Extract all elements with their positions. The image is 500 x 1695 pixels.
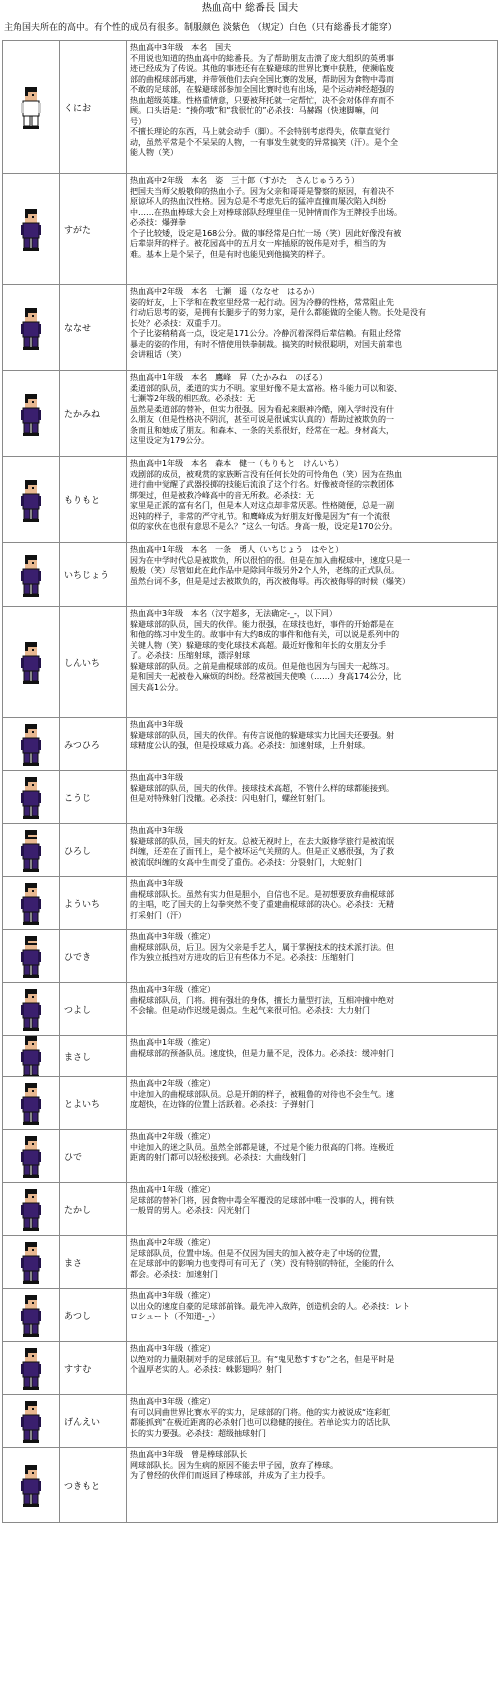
description-line: 家里是正派的富有名门，但是本人对这点却非常厌恶。性格随便，总是一副 bbox=[130, 501, 394, 510]
sprite-cell bbox=[3, 718, 60, 771]
description-line: 行动后思考的姿，是拥有长腿步子的努力家，是什么都能做的全能人物。长处是没有 bbox=[130, 308, 426, 317]
description-line: 中途加入的曲棍球部队员。总是开朗的样子，被粗鲁的对待也不会生气。速 bbox=[130, 1089, 394, 1099]
description-line: 进行曲中觉醒了武器投掷的技能后流浪了这个行名。好像被奇怪的宗教团体 bbox=[130, 480, 394, 489]
member-name: つよし bbox=[60, 983, 127, 1036]
description-line: 动，虽然平常是个不呆呆的人物，一有事发生就变的异常搞笑（汗）。是个全 bbox=[130, 137, 398, 147]
description-line: 作为独立抵挡对方进攻的后卫有些体力不足。必杀技：压缩射门 bbox=[130, 953, 354, 962]
description-line: 都会。必杀技：加速射门 bbox=[130, 1269, 218, 1279]
description-line: 是和国夫一起被卷入麻烦的纠纷。经常被国夫使唤（……）身高174公分，比 bbox=[130, 672, 402, 681]
table-row bbox=[3, 543, 498, 607]
table-row bbox=[3, 174, 498, 285]
description-line: 曲棍球部的预备队员。速度快，但是力量不足，没体力。必杀技：缓冲射门 bbox=[130, 1048, 394, 1058]
sprite-cell bbox=[3, 1183, 60, 1236]
description-line: 热血高中1年级 本名 鷹峰 昇（たかみね のぼる） bbox=[130, 373, 328, 382]
table-row bbox=[3, 771, 498, 824]
sprite-cell bbox=[3, 1236, 60, 1289]
description-line: 般般（笑）尽管如此在此作品中是除同年级另外2个人外，老练的正式队员。 bbox=[130, 566, 400, 575]
character-sprite-icon bbox=[18, 987, 44, 1031]
character-sprite-icon bbox=[18, 1187, 44, 1231]
description-line: 热血高中1年级 本名 森本 健一（もりもと けんいち） bbox=[130, 459, 344, 468]
member-name: すすむ bbox=[60, 1342, 127, 1395]
character-sprite-icon bbox=[18, 775, 44, 819]
description-line: 热血高中3年级（推定） bbox=[130, 932, 216, 941]
member-description bbox=[127, 1395, 498, 1448]
member-description bbox=[127, 543, 498, 607]
description-line: 虽然台词不多，但是是过去被欺负的，再次被侮辱。再次被侮辱的时候（爆笑） bbox=[130, 576, 410, 586]
description-line: 有可以同曲世界比赛水平的实力，足球部的门将。他的实力被说成“连彩虹 bbox=[130, 1407, 391, 1417]
description-line: 热血高中3年级 曾是棒球部队长 bbox=[130, 1450, 248, 1459]
description-line: 姿的好友，上下学和在教室里经常一起行动。因为冷静的性格，常常阻止先 bbox=[130, 297, 394, 307]
sprite-cell bbox=[3, 824, 60, 877]
description-line: ロシュート（不知道-_-） bbox=[130, 1312, 220, 1321]
description-line: 热血高中3年级（推定） bbox=[130, 1291, 216, 1300]
member-name: よういち bbox=[60, 877, 127, 930]
sprite-cell bbox=[3, 41, 60, 174]
description-line: 热血高中3年级（推定） bbox=[130, 1397, 216, 1406]
description-line: 在足球部中的影响力也变得可有可无了（笑）没有特别的特征，全能的什么 bbox=[130, 1259, 394, 1268]
table-row bbox=[3, 877, 498, 930]
table-row bbox=[3, 1236, 498, 1289]
member-description bbox=[127, 285, 498, 371]
table-row bbox=[3, 718, 498, 771]
sprite-cell bbox=[3, 543, 60, 607]
description-line: 热血高中2年级（推定） bbox=[130, 1079, 216, 1088]
table-row bbox=[3, 983, 498, 1036]
member-name: たかみね bbox=[60, 371, 127, 457]
table-row bbox=[3, 285, 498, 371]
description-line: 不敢的足球部，在躲避球部参加全国比赛时也有出场，是个运动神经超强的 bbox=[130, 85, 394, 94]
table-row bbox=[3, 1289, 498, 1342]
description-line: 热血高中3年级（推定） bbox=[130, 1344, 216, 1353]
member-description bbox=[127, 607, 498, 718]
character-sprite-icon bbox=[18, 640, 44, 684]
table-row bbox=[3, 1077, 498, 1130]
description-line: 个子比姿稍稍高一点，设定是171公分。冷静沉着深得后辈信赖。有阻止经常 bbox=[130, 329, 402, 338]
description-line: 躲避球部的队员。之前是曲棍球部的成员。但是他也因为与国夫一起练习。 bbox=[130, 661, 394, 671]
description-line: 热血高中2年级 本名 七瀬 遥（ななせ はるか） bbox=[130, 287, 320, 296]
description-line: 热血超级英雄。性格重情意，只要被拜托就一定帮忙，决不会对体伴弃而不 bbox=[130, 95, 394, 105]
sprite-cell bbox=[3, 877, 60, 930]
member-name: すがた bbox=[60, 174, 127, 285]
description-line: 迟钝的样子，非常的严守礼节。和鹰峰成为好朋友好像是因为“有一个流很 bbox=[130, 511, 391, 521]
character-sprite-icon bbox=[18, 85, 44, 129]
member-description bbox=[127, 877, 498, 930]
description-line: 以绝对的力量限制对手的足球部后卫。有“鬼见愁すすむ”之名，但是平时是 bbox=[130, 1354, 395, 1364]
description-line: 把国夫当师父般敬仰的热血小子。因为父亲和哥哥是警察的原因，有着决不 bbox=[130, 186, 394, 196]
table-row bbox=[3, 371, 498, 457]
description-line: 热血高中3年级（推定） bbox=[130, 985, 216, 994]
member-description bbox=[127, 371, 498, 457]
character-sprite-icon bbox=[18, 722, 44, 766]
description-line: 中……在热血棒球大会上对棒球部队经理里佳一见钟情而作为王牌投手出场。 bbox=[130, 207, 402, 217]
description-line: 能人物（笑） bbox=[130, 148, 178, 157]
member-description bbox=[127, 1289, 498, 1342]
sprite-cell bbox=[3, 285, 60, 371]
description-line: 虽然是柔道部的替补，但实力很强。因为看起来眼神冷酷，刚入学时没有什 bbox=[130, 404, 394, 414]
page-title: 热血高中 総番長 国夫 bbox=[201, 3, 299, 14]
description-line: 但是对特殊射门没辙。必杀技：闪电射门，螺丝钉射门。 bbox=[130, 794, 330, 803]
member-description bbox=[127, 983, 498, 1036]
member-description bbox=[127, 1183, 498, 1236]
table-row bbox=[3, 1183, 498, 1236]
description-line: 关键人物（笑）躲避球的变化球技术高超。最近好像和年长的女朋友分手 bbox=[130, 640, 386, 650]
member-name: しんいち bbox=[60, 607, 127, 718]
member-name: げんえい bbox=[60, 1395, 127, 1448]
description-line: 部的曲棍球部再建，并带领他们去向全国比赛的发展，帮助因为食物中毒而 bbox=[130, 74, 394, 84]
character-sprite-icon bbox=[18, 392, 44, 436]
character-sprite-icon bbox=[18, 1081, 44, 1125]
description-line: 似的家伙在也很有意思不是么？”这么一句话。身高一般，设定是170公分。 bbox=[130, 522, 398, 531]
sprite-cell bbox=[3, 1289, 60, 1342]
description-line: 躲避球部的队员，国夫的伙伴。能力很强，在球技也好，事件的开始都是在 bbox=[130, 619, 394, 629]
description-line: 曲棍球部队长。虽然有实力但是胆小，自信也不足。是初想要放弃曲棍球部 bbox=[130, 889, 394, 899]
member-description bbox=[127, 1342, 498, 1395]
description-line: 躲避球部的队员，国夫的伙伴。有传言说他的躲避球实力比国夫还要强。射 bbox=[130, 730, 394, 740]
sprite-cell bbox=[3, 1342, 60, 1395]
description-line: 以出众的速度自豪的足球部前锋。最先冲入敌阵，创造机会的人。必杀技：レト bbox=[130, 1301, 410, 1311]
member-description bbox=[127, 41, 498, 174]
description-line: 七瀬等2年级的相匹敌。必杀技：无 bbox=[130, 394, 256, 403]
character-sprite-icon bbox=[18, 934, 44, 978]
character-sprite-icon bbox=[18, 1346, 44, 1390]
member-name: とよいち bbox=[60, 1077, 127, 1130]
character-sprite-icon bbox=[18, 478, 44, 522]
description-line: 热血高中1年级（推定） bbox=[130, 1185, 216, 1194]
character-sprite-icon bbox=[18, 1036, 44, 1077]
character-sprite-icon bbox=[18, 828, 44, 872]
description-line: 热血高中3年级 bbox=[130, 773, 184, 782]
member-description bbox=[127, 824, 498, 877]
sprite-cell bbox=[3, 983, 60, 1036]
description-line: 热血高中3年级 bbox=[130, 879, 184, 888]
member-description bbox=[127, 1448, 498, 1523]
description-line: 长处？必杀技：双重手刀。 bbox=[130, 318, 226, 328]
description-line: 顾。口头语是：“揍你哦”和“我很忙的”必杀技：马赫踢（快速脚嘛，问 bbox=[130, 106, 379, 115]
member-name: くにお bbox=[60, 41, 127, 174]
description-line: 度超快，在边锋的位置上活跃着。必杀技：子弹射门 bbox=[130, 1100, 314, 1109]
description-line: 迹已经成为了传说。其他的事迹还有在躲避球的世界比赛中获胜，使濒临废 bbox=[130, 64, 394, 73]
member-description bbox=[127, 771, 498, 824]
table-row bbox=[3, 41, 498, 174]
sprite-cell bbox=[3, 1036, 60, 1077]
description-line: 柔道部的队员，柔道的实力不明。家里好像不是太富裕。格斗能力可以和姿、 bbox=[130, 383, 402, 393]
member-description bbox=[127, 457, 498, 543]
description-line: 后辈崇拜的样子。被花园高中的五月女一库插原的锐伟是对手，相当的为 bbox=[130, 239, 386, 248]
description-line: 网球部队长。因为生病的原因不能去甲子园，放弃了棒球。 bbox=[130, 1460, 338, 1470]
description-line: 和他的练习中发生的。故事中有大约8成的事件和他有关，可以说是系列中的 bbox=[130, 630, 400, 639]
description-line: 了。必杀技：压缩射球，漂浮射球 bbox=[130, 651, 250, 660]
member-description bbox=[127, 1077, 498, 1130]
description-line: 热血高中3年级 本名 国夫 bbox=[130, 43, 232, 52]
description-line: 被流氓纠缠的女高中生而受了重伤。必杀技：分裂射门，大蛇射门 bbox=[130, 857, 362, 867]
member-name: ななせ bbox=[60, 285, 127, 371]
intro-text: 主角国夫所在的高中。有个性的成员有很多。制服颜色 淡紫色 （规定）白色（只有総番長才能穿） bbox=[4, 23, 397, 33]
table-row bbox=[3, 1395, 498, 1448]
description-line: 热血高中3年级 本名（汉字超多，无法确定-_-，以下同） bbox=[130, 609, 337, 618]
character-sprite-icon bbox=[18, 306, 44, 350]
member-description bbox=[127, 930, 498, 983]
description-line: 热血高中1年级 本名 一条 勇人（いちじょう はやと） bbox=[130, 545, 344, 554]
member-description bbox=[127, 1236, 498, 1289]
description-line: 个温厚老实的人。必杀技：蛛影翅吗？射门 bbox=[130, 1365, 282, 1374]
character-sprite-icon bbox=[18, 1293, 44, 1337]
description-line: 热血高中3年级 bbox=[130, 720, 184, 729]
description-line: 不擅长理论的东西，马上就会动手（脚）。不会特别考虑得失，依靠直觉行 bbox=[130, 127, 390, 136]
table-row bbox=[3, 824, 498, 877]
description-line: 热血高中2年级（推定） bbox=[130, 1132, 216, 1141]
member-name: こうじ bbox=[60, 771, 127, 824]
character-sprite-icon bbox=[18, 1240, 44, 1284]
description-line: 么朋友（但是性格决不阴沉，甚至可说是很诚实认真的）帮助过被欺负的一 bbox=[130, 415, 394, 424]
description-line: 热血高中3年级 bbox=[130, 826, 184, 835]
character-sprite-icon bbox=[18, 1463, 44, 1507]
description-line: 曲棍球部队员，后卫。因为父亲是手艺人，属于掌握技术的技术派打法。但 bbox=[130, 942, 394, 952]
sprite-cell bbox=[3, 1448, 60, 1523]
description-line: 国夫高1公分。 bbox=[130, 682, 184, 692]
description-line: 个子比较矮，设定是168公分。做的事经常是白忙一场（笑）因此好像没有被 bbox=[130, 228, 402, 238]
description-line: 曲棍球部队员，门将。拥有强壮的身体，擅长力量型打法，互相冲撞中绝对 bbox=[130, 995, 394, 1005]
table-row bbox=[3, 1130, 498, 1183]
character-sprite-icon bbox=[18, 881, 44, 925]
description-line: 热血高中2年级（推定） bbox=[130, 1238, 216, 1247]
sprite-cell bbox=[3, 771, 60, 824]
character-sprite-icon bbox=[18, 1399, 44, 1443]
table-row bbox=[3, 930, 498, 983]
member-name: たかし bbox=[60, 1183, 127, 1236]
description-line: 不用说也知道的热血高中的総番長。为了帮助朋友击溃了庞大组织的英勇事 bbox=[130, 53, 394, 63]
table-row bbox=[3, 1342, 498, 1395]
member-description bbox=[127, 174, 498, 285]
sprite-cell bbox=[3, 457, 60, 543]
description-line: 躲避球部的队员，国夫的伙伴。接球技术高超，不管什么样的球都能接到。 bbox=[130, 783, 394, 793]
table-row bbox=[3, 1036, 498, 1077]
member-name: あつし bbox=[60, 1289, 127, 1342]
description-line: 热血高中2年级 本名 姿 三十郎（すがた さんじゅうろう） bbox=[130, 176, 360, 185]
description-line: 必杀技：爆弹拳 bbox=[130, 218, 186, 227]
description-line: 纠缠，还差在了面刊上，是个被坏运气关照的人。但是正义感很强，为了救 bbox=[130, 847, 394, 856]
member-table bbox=[2, 40, 498, 1523]
character-sprite-icon bbox=[18, 207, 44, 251]
sprite-cell bbox=[3, 371, 60, 457]
description-line: 距离的射门都可以轻松接到。必杀技：大曲线射门 bbox=[130, 1153, 306, 1162]
character-sprite-icon bbox=[18, 553, 44, 597]
member-name: もりもと bbox=[60, 457, 127, 543]
member-name: つきもと bbox=[60, 1448, 127, 1523]
sprite-cell bbox=[3, 174, 60, 285]
member-name: ひで bbox=[60, 1130, 127, 1183]
description-line: 难。基本上是个呆子，但是有时也能见到他搞笑的样子。 bbox=[130, 249, 330, 259]
description-line: 足球部的替补门将，因食物中毒全军覆没的足球部中唯一没事的人，拥有铁 bbox=[130, 1195, 394, 1205]
description-line: 躲避球部的队员，国夫的好友。总被无视时上，在去大阪修学旅行是被流氓 bbox=[130, 836, 394, 846]
description-line: 足球部队员，位置中场。但是不仅因为国夫的加入被夺走了中场的位置， bbox=[130, 1248, 386, 1258]
description-line: 打采射门（汗） bbox=[130, 910, 186, 920]
member-description bbox=[127, 718, 498, 771]
description-line: 因为在中学时代总是被欺负，所以很怕的很。但是在加入曲棍球中，速度只是一 bbox=[130, 555, 410, 565]
description-line: 条而且和她成了朋友。和森本、一条的关系很好，经常在一起。身材高大， bbox=[130, 425, 394, 435]
member-name: いちじょう bbox=[60, 543, 127, 607]
table-row bbox=[3, 607, 498, 718]
description-line: 不会输。但是动作迟缓是弱点。生起气来很可怕。必杀技：大力射门 bbox=[130, 1006, 370, 1015]
description-line: 暴走的姿的作用，有时不惜使用铁拳制裁。搞笑的时候很聪明，对国夫前辈也 bbox=[130, 339, 402, 349]
character-sprite-icon bbox=[18, 1134, 44, 1178]
member-name: ひでき bbox=[60, 930, 127, 983]
description-line: 一般胃的男人。必杀技：闪光射门 bbox=[130, 1206, 250, 1215]
sprite-cell bbox=[3, 1130, 60, 1183]
sprite-cell bbox=[3, 1077, 60, 1130]
description-line: 会讲粗话（笑） bbox=[130, 350, 186, 359]
description-line: 球精度公认的强，但是投球威力高。必杀技：加速射球，上升射球。 bbox=[130, 741, 370, 750]
description-line: 这里设定为179公分。 bbox=[130, 436, 210, 445]
sprite-cell bbox=[3, 607, 60, 718]
description-line: 号） bbox=[130, 116, 146, 126]
description-line: 为了曾经的伙伴们而返回了棒球部，并成为了主力投手。 bbox=[130, 1471, 330, 1480]
member-description bbox=[127, 1130, 498, 1183]
description-line: 长的实力要强。必杀技：超级抽球射门 bbox=[130, 1428, 266, 1438]
member-name: ひろし bbox=[60, 824, 127, 877]
member-name: みつひろ bbox=[60, 718, 127, 771]
description-line: 绑架过，但是被救冷峰高中的音无所救。必杀技：无 bbox=[130, 490, 314, 500]
sprite-cell bbox=[3, 930, 60, 983]
table-row bbox=[3, 1448, 498, 1523]
table-row bbox=[3, 457, 498, 543]
description-line: 原谅坏人的热血汉性格。因为总是不考虑先后的猛冲直撞而屡次陷入纠纷 bbox=[130, 197, 386, 206]
member-description bbox=[127, 1036, 498, 1077]
description-line: 中途加入的迷之队员。虽然全部都是谜，不过是个能力很高的门将。连极近 bbox=[130, 1142, 394, 1152]
description-line: 戏剧部的成员，被观赏的家族断言没有任何长处的可怜角色（笑）因为在热血 bbox=[130, 469, 402, 479]
sprite-cell bbox=[3, 1395, 60, 1448]
description-line: 的主唱，吃了国夫的上勾拳突然不变了重建曲棍球部的决心。必杀技：无精 bbox=[130, 900, 394, 909]
description-line: 都能抓到”在极近距离的必杀射门也可以稳健的接住。若单论实力的话比队 bbox=[130, 1418, 391, 1427]
member-name: まさ bbox=[60, 1236, 127, 1289]
description-line: 热血高中1年级（推定） bbox=[130, 1038, 216, 1047]
member-name: まさし bbox=[60, 1036, 127, 1077]
